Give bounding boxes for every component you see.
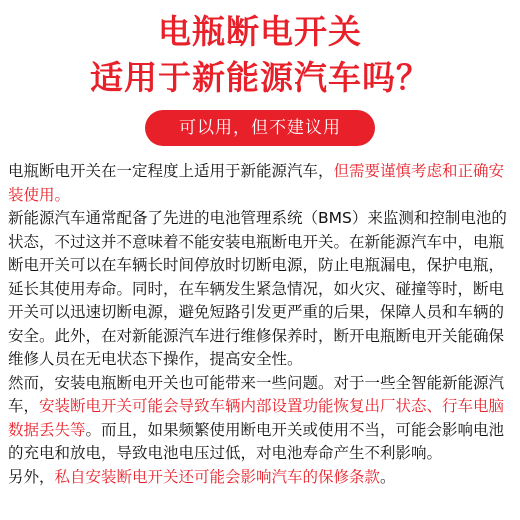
paragraph-4	[8, 466, 514, 490]
paragraph-3-highlight: 安装断电开关可能会导致车辆内部设置功能恢复出厂状态、行车电脑数据丢失等	[8, 397, 505, 439]
article-body	[8, 160, 514, 489]
paragraph-4-text: 另外，	[8, 467, 55, 486]
paragraph-4-highlight: 私自安装断电开关还可能会影响汽车的保修条款	[54, 467, 381, 486]
paragraph-1-text: 电瓶断电开关在一定程度上适用于新能源汽车，	[8, 162, 334, 180]
paragraph-4-tail: 。	[380, 467, 396, 486]
paragraph-3-tail: 。而且，如果频繁使用断电开关或使用不当，可能会影响电池的充电和放电，导致电池电压过低，对电池寿命产生不利影响。	[8, 420, 505, 462]
title-line-2: 适用于新能源汽车吗？	[90, 58, 430, 97]
paragraph-3-text: 然而，安装电瓶断电开关也可能带来一些问题。对于一些全智能新能源汽车，	[8, 373, 505, 415]
title-line-1: 电瓶断电开关	[158, 12, 362, 51]
paragraph-1	[8, 160, 514, 207]
paragraph-1-highlight: 但需要谨慎考虑和正确安装使用。	[8, 162, 505, 204]
answer-banner: 可以用，但不建议用	[145, 110, 375, 146]
paragraph-3	[8, 372, 514, 466]
paragraph-2: 新能源汽车通常配备了先进的电池管理系统（BMS）来监测和控制电池的状态，不过这并不意味着不能安装电瓶断电开关。在新能源汽车中，电瓶断电开关可以在车辆长时间停放时切断电源，防止电瓶漏电，保护电瓶，延长其使用寿命。同时，在车辆发生紧急情况，如火灾、碰撞等时，断电开关可以迅速切断电源，避免短路引发更严重的后果，保障人员和车辆的安全。此外，在对新能源汽车进行维修保养时，断开电瓶断电开关能确保维修人员在无电状态下操作，提高安全性。	[8, 209, 507, 368]
